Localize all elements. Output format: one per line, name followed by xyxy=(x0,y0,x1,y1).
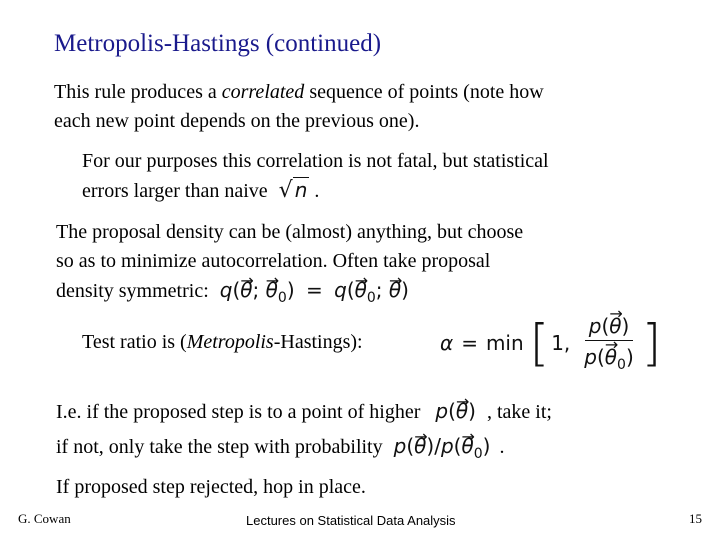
paragraph-line: This rule produces a correlated sequence of points (note how xyxy=(54,81,544,103)
sqrt-n-formula: √ n xyxy=(278,178,308,203)
footer-page-number: 15 xyxy=(689,511,702,526)
paragraph-line: If proposed step rejected, hop in place. xyxy=(56,476,366,498)
paragraph-line: each new point depends on the previous one). xyxy=(54,110,420,132)
paragraph-line: The proposal density can be (almost) anything, but choose xyxy=(56,221,524,243)
paragraph-proposal-density xyxy=(56,218,523,313)
test-ratio-formula: α = min [ 1, $\frac{p(\to \theta)}{p(\to \theta_0)}$ ] xyxy=(440,308,661,378)
paragraph-test-ratio: Test ratio is (Metropolis-Hastings): xyxy=(82,331,363,353)
paragraph-line: so as to minimize autocorrelation. Often take proposal xyxy=(56,250,491,272)
emphasis-metropolis: Metropolis xyxy=(186,331,274,353)
paragraph-line: I.e. if the proposed step is to a point of higher p(→ θ) , take it; xyxy=(56,397,552,427)
probability-ratio-formula: $p(\to \theta)/p(\to \theta_0)$ xyxy=(394,434,491,458)
paragraph-acceptance xyxy=(56,397,552,502)
paragraph-line: errors larger than naive √ n . xyxy=(82,178,320,203)
paragraph-line: For our purposes this correlation is not fatal, but statistical xyxy=(82,150,549,172)
paragraph-correlated xyxy=(54,78,544,136)
right-bracket: ] xyxy=(641,314,662,372)
paragraph-errors xyxy=(82,147,549,206)
ratio-fraction: $\frac{p(\to \theta)}{p(\to \theta_0)}$ xyxy=(580,314,638,373)
left-bracket: [ xyxy=(529,314,550,372)
symmetric-proposal-formula: q(→ θ; → $\theta_0) = q(\to \theta_0$; → θ) xyxy=(220,278,409,302)
emphasis-correlated: correlated xyxy=(221,81,305,103)
footer-author: G. Cowan xyxy=(18,511,71,526)
slide-title: Metropolis-Hastings (continued) xyxy=(54,30,382,57)
paragraph-line: if not, only take the step with probability $p(\to \theta)/p(\to \theta_0)$ . xyxy=(56,432,552,469)
footer-course: Lectures on Statistical Data Analysis xyxy=(246,513,456,528)
paragraph-line: density symmetric: q(→ θ; → $\theta_0) = q(\to \theta_0$; → θ) xyxy=(56,276,523,313)
p-theta-formula: p(→ θ) xyxy=(435,399,476,423)
